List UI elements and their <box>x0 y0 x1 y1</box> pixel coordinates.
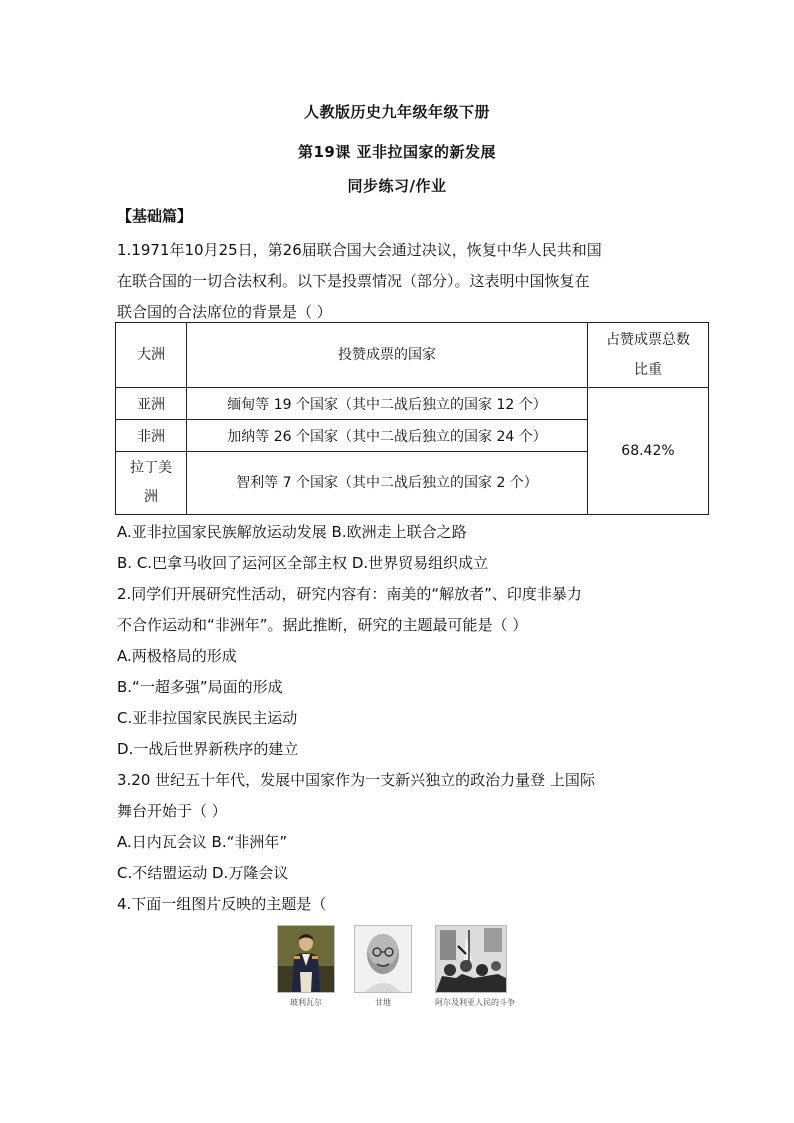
crowd-photo-icon <box>435 925 507 993</box>
option-line: D.一战后世界新秩序的建立 <box>117 740 299 758</box>
share-cell: 68.42% <box>588 388 709 515</box>
countries-cell: 加纳等 26 个国家（其中二战后独立的国家 24 个） <box>187 420 588 452</box>
question-2-line: 2.同学们开展研究性活动，研究内容有：南美的“解放者”、印度非暴力 <box>117 585 582 603</box>
question-3-line: 3.20 世纪五十年代，发展中国家作为一支新兴独立的政治力量登 上国际 <box>117 771 595 789</box>
question-4 <box>117 889 687 920</box>
option-line: C.不结盟运动 D.万隆会议 <box>117 864 289 882</box>
portrait-gandhi-icon <box>354 925 412 993</box>
table-header-row <box>116 323 709 388</box>
question-3-line: 舞台开始于（ ） <box>117 802 227 820</box>
table-row <box>116 388 709 420</box>
header-share-line1: 占赞成票总数 <box>606 332 690 348</box>
continent-cell: 亚洲 <box>116 388 187 420</box>
header-continent: 大洲 <box>116 323 187 388</box>
lesson-title: 第19课 亚非拉国家的新发展 <box>297 143 497 161</box>
question-1-stem <box>117 235 687 328</box>
vote-table <box>115 322 709 515</box>
photo-bolivar <box>277 925 335 1008</box>
photo-caption: 甘地 <box>375 998 391 1007</box>
header-share <box>588 323 709 388</box>
section-basic-label: 【基础篇】 <box>117 207 193 225</box>
continent-line2: 洲 <box>144 489 158 505</box>
option-line: A.亚非拉国家民族解放运动发展 B.欧洲走上联合之路 <box>117 523 467 541</box>
photo-caption: 玻利瓦尔 <box>290 998 322 1007</box>
header-share-line2: 比重 <box>634 362 662 378</box>
portrait-bolivar-icon <box>277 925 335 993</box>
question-4-line: 4.下面一组图片反映的主题是（ <box>117 895 327 913</box>
photo-caption: 阿尔及利亚人民的斗争 <box>435 998 515 1007</box>
continent-cell <box>116 452 187 515</box>
question-2 <box>117 579 687 765</box>
option-line: A.日内瓦会议 B.“非洲年” <box>117 833 288 851</box>
question-3 <box>117 765 687 889</box>
question-1-options <box>117 517 687 579</box>
photo-algeria <box>435 925 515 1008</box>
photo-gandhi <box>354 925 412 1008</box>
countries-cell: 智利等 7 个国家（其中二战后独立的国家 2 个） <box>187 452 588 515</box>
photo-strip <box>277 925 527 1005</box>
question-2-line: 不合作运动和“非洲年”。据此推断，研究的主题最可能是（ ） <box>117 616 528 634</box>
exercise-title: 同步练习/作业 <box>347 177 447 195</box>
continent-line1: 拉丁美 <box>130 460 172 476</box>
question-1-line: 在联合国的一切合法权利。以下是投票情况（部分）。这表明中国恢复在 <box>117 272 590 290</box>
continent-cell: 非洲 <box>116 420 187 452</box>
option-line: C.亚非拉国家民族民主运动 <box>117 709 298 727</box>
option-line: A.两极格局的形成 <box>117 647 237 665</box>
question-1-line: 联合国的合法席位的背景是（ ） <box>117 303 332 321</box>
header-countries: 投赞成票的国家 <box>187 323 588 388</box>
question-1-line: 1.1971年10月25日，第26届联合国大会通过决议，恢复中华人民共和国 <box>117 241 602 259</box>
option-line: B.“一超多强”局面的形成 <box>117 678 283 696</box>
option-line: B. C.巴拿马收回了运河区全部主权 D.世界贸易组织成立 <box>117 554 489 572</box>
book-title: 人教版历史九年级年级下册 <box>303 103 490 121</box>
countries-cell: 缅甸等 19 个国家（其中二战后独立的国家 12 个） <box>187 388 588 420</box>
